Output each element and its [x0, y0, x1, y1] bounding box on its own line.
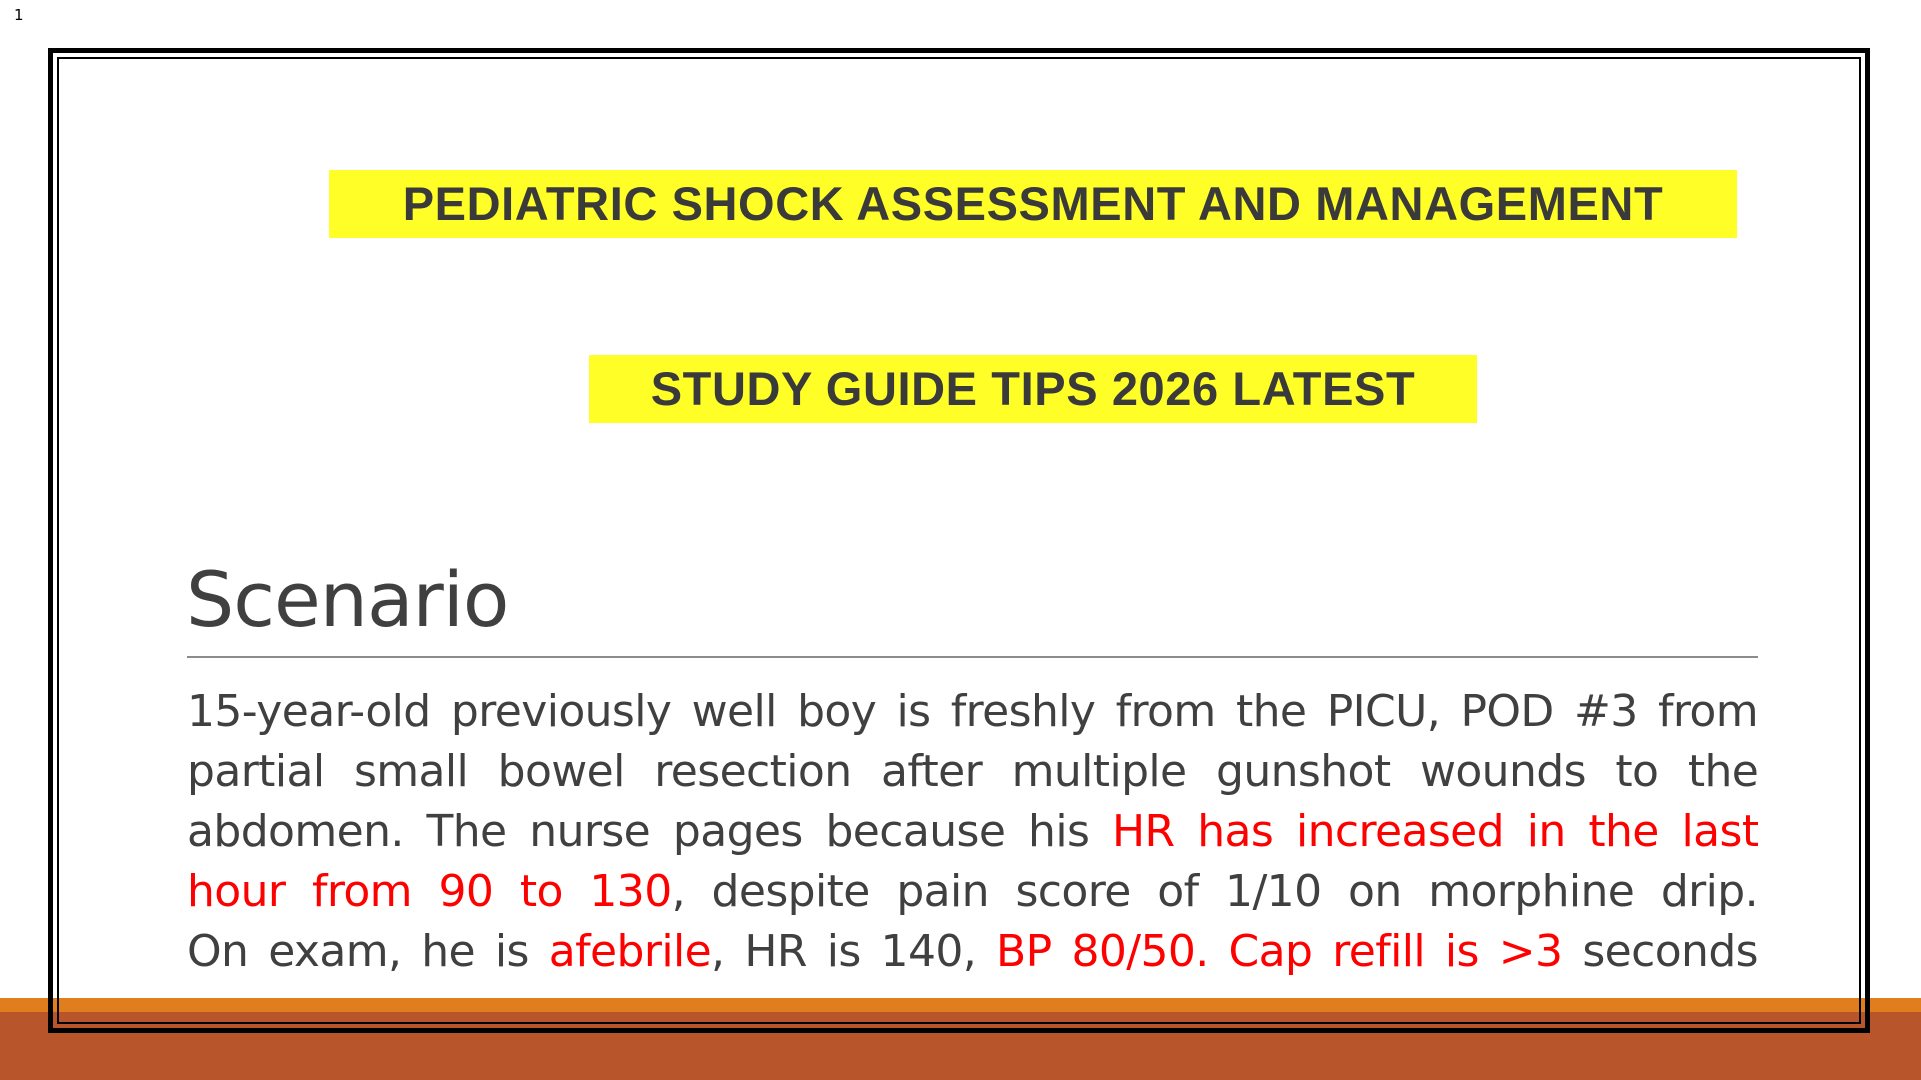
scenario-text: seconds	[1562, 926, 1758, 977]
scenario-paragraph	[187, 682, 1758, 982]
heading-divider	[187, 656, 1758, 658]
highlighted-subtitle: STUDY GUIDE TIPS 2026 LATEST	[589, 355, 1477, 423]
scenario-text: abdomen. The nurse pages because his	[187, 806, 1113, 857]
scenario-text: 15-year-old previously well boy is freshly from the PICU, POD #3 from	[187, 686, 1758, 737]
scenario-line	[187, 682, 1758, 742]
scenario-line	[187, 742, 1758, 802]
scenario-line	[187, 802, 1758, 862]
emphasis-hr-increase: HR has increased in the last	[1112, 806, 1758, 857]
emphasis-bp-cap-refill: BP 80/50. Cap refill is >3	[996, 926, 1563, 977]
section-heading: Scenario	[186, 555, 509, 644]
highlighted-title: PEDIATRIC SHOCK ASSESSMENT AND MANAGEMENT	[329, 170, 1737, 238]
scenario-text: , despite pain score of 1/10 on morphine drip.	[671, 866, 1758, 917]
scenario-line	[187, 922, 1758, 982]
emphasis-afebrile: afebrile	[548, 926, 712, 977]
emphasis-hr-range: hour from 90 to 130	[187, 866, 672, 917]
page-number: 1	[14, 6, 24, 24]
scenario-line	[187, 862, 1758, 922]
scenario-text: On exam, he is	[187, 926, 549, 977]
scenario-text: , HR is 140,	[711, 926, 997, 977]
scenario-text: partial small bowel resection after multiple gunshot wounds to the	[187, 746, 1758, 797]
